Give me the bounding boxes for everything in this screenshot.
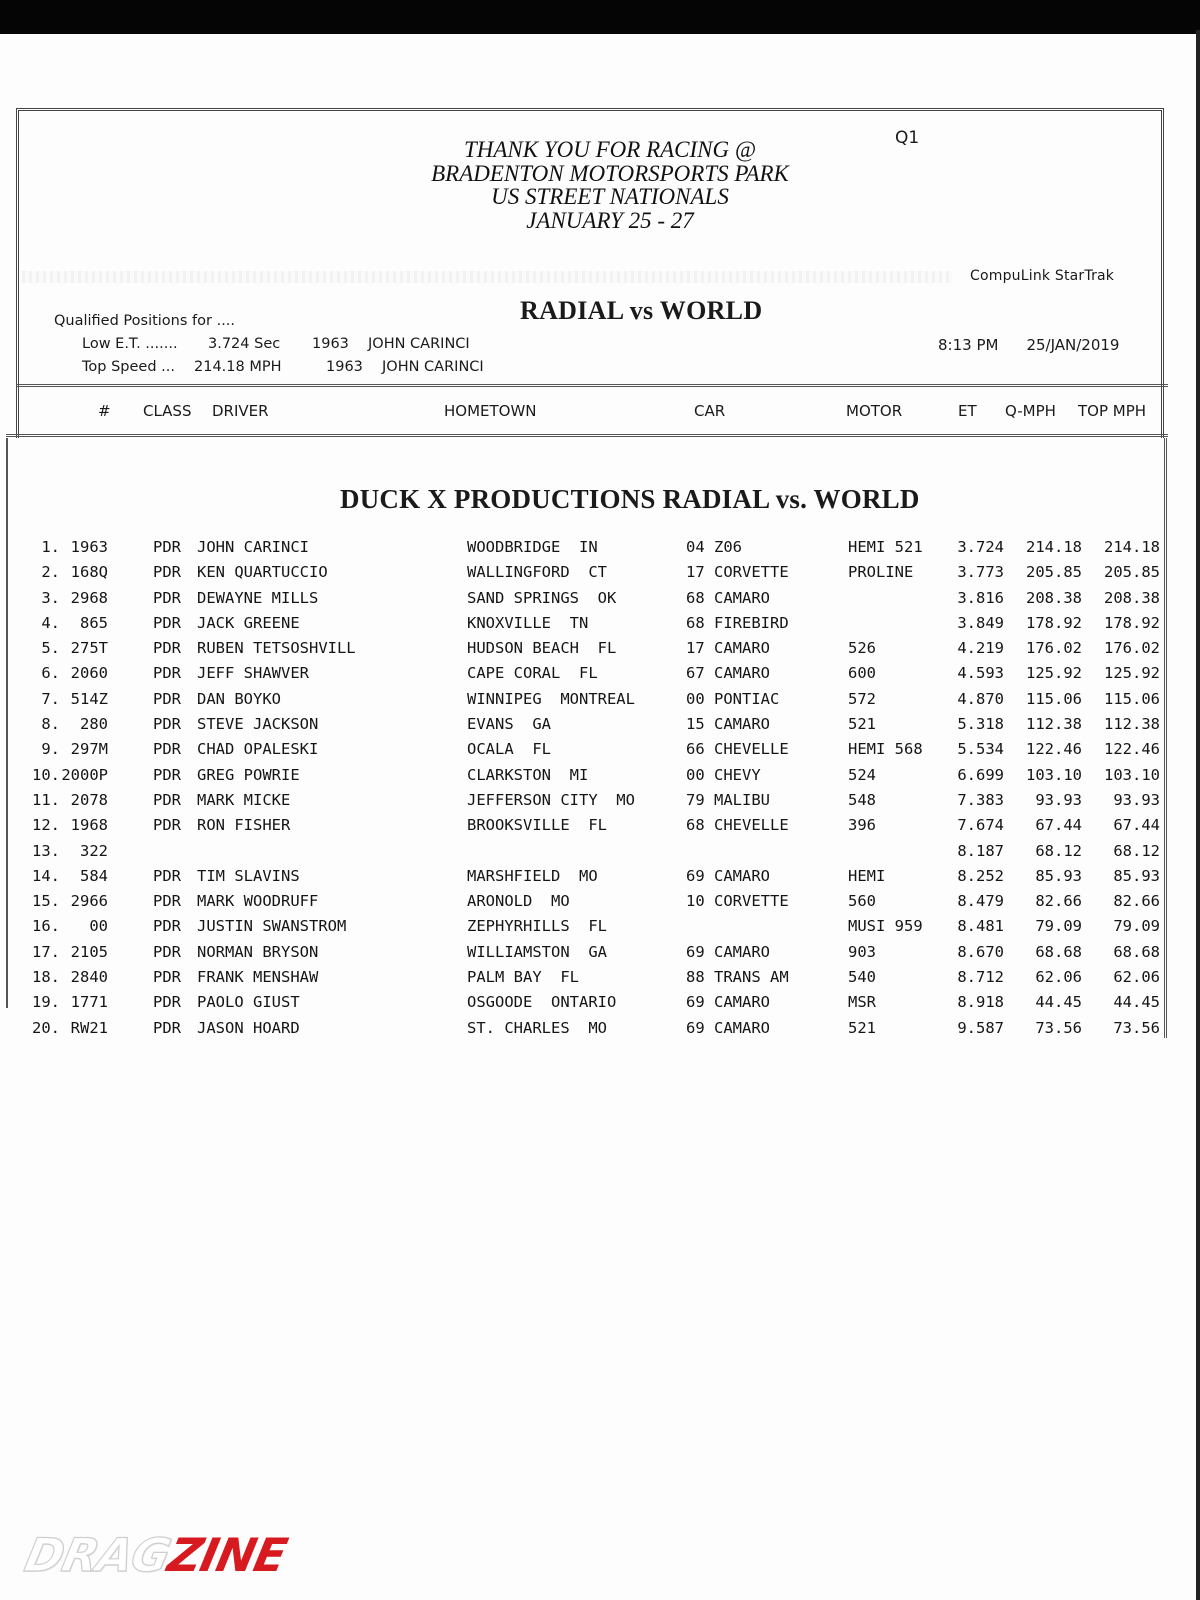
result-et: 3.724 — [957, 538, 1004, 556]
table-row — [0, 538, 1200, 563]
result-car: 00 PONTIAC — [686, 689, 780, 708]
result-hometown: WOODBRIDGE IN — [467, 538, 598, 556]
result-hometown: ST. CHARLES MO — [467, 1018, 607, 1037]
result-position: 13. — [32, 841, 60, 860]
vendor-label: CompuLink StarTrak — [970, 268, 1115, 284]
result-class: PDR — [153, 993, 181, 1012]
result-et: 6.699 — [957, 765, 1004, 784]
table-row — [0, 917, 1200, 942]
table-row — [0, 766, 1200, 791]
result-car: 17 CAMARO — [686, 639, 770, 658]
result-position: 4. — [41, 613, 60, 632]
result-car: 00 CHEVY — [686, 765, 761, 784]
result-class: PDR — [153, 816, 181, 835]
result-position: 5. — [41, 639, 60, 658]
table-row — [0, 892, 1200, 917]
result-hometown: CAPE CORAL FL — [467, 664, 598, 683]
result-car: 68 CAMARO — [686, 588, 770, 607]
result-car-number: 584 — [80, 866, 108, 885]
table-row — [0, 993, 1200, 1018]
result-car-number: 2060 — [70, 664, 108, 683]
result-car-number: 168Q — [70, 563, 108, 582]
column-header-topmph: TOP MPH — [1078, 402, 1147, 420]
print-date: 25/JAN/2019 — [1026, 336, 1120, 354]
result-qmph: 85.93 — [1035, 866, 1082, 885]
result-hometown: BROOKSVILLE FL — [467, 816, 607, 835]
result-motor: HEMI 568 — [848, 740, 923, 759]
result-driver: JASON HOARD — [197, 1018, 300, 1037]
result-car-number: 322 — [80, 841, 108, 860]
result-et: 4.219 — [957, 639, 1004, 658]
result-et: 8.918 — [957, 993, 1004, 1012]
section-title: DUCK X PRODUCTIONS RADIAL vs. WORLD — [340, 484, 920, 514]
result-car-number: 514Z — [70, 689, 108, 708]
result-car-number: 00 — [89, 917, 108, 936]
result-driver: JEFF SHAWVER — [197, 664, 309, 683]
class-title: RADIAL vs WORLD — [520, 296, 763, 325]
result-motor: PROLINE — [848, 563, 914, 582]
result-top-mph: 73.56 — [1113, 1018, 1160, 1037]
result-driver: JACK GREENE — [197, 613, 300, 632]
result-class: PDR — [153, 563, 181, 582]
result-hometown: JEFFERSON CITY MO — [467, 790, 635, 809]
result-car-number: 1963 — [70, 538, 108, 556]
result-position: 16. — [32, 917, 60, 936]
result-top-mph: 62.06 — [1113, 968, 1160, 987]
result-hometown: WALLINGFORD CT — [467, 563, 607, 582]
result-et: 7.383 — [957, 790, 1004, 809]
result-driver: DEWAYNE MILLS — [197, 588, 319, 607]
result-car-number: 2840 — [70, 968, 108, 987]
result-car-number: RW21 — [70, 1018, 108, 1037]
result-et: 3.849 — [957, 613, 1004, 632]
result-motor: 903 — [848, 942, 876, 961]
result-et: 8.479 — [957, 892, 1004, 911]
result-car: 67 CAMARO — [686, 664, 770, 683]
column-header-et: ET — [958, 402, 977, 420]
result-top-mph: 85.93 — [1113, 866, 1160, 885]
result-et: 4.870 — [957, 689, 1004, 708]
result-position: 8. — [41, 715, 60, 734]
result-car-number: 1771 — [70, 993, 108, 1012]
result-car: 66 CHEVELLE — [686, 740, 789, 759]
event-header-line: BRADENTON MOTORSPORTS PARK — [431, 160, 789, 186]
result-et: 5.318 — [957, 715, 1004, 734]
result-position: 7. — [41, 689, 60, 708]
result-top-mph: 122.46 — [1104, 740, 1160, 759]
result-position: 11. — [32, 790, 60, 809]
result-class: PDR — [153, 639, 181, 658]
result-class: PDR — [153, 588, 181, 607]
result-class: PDR — [153, 613, 181, 632]
result-motor: 526 — [848, 639, 876, 658]
table-row — [0, 943, 1200, 968]
table-row — [0, 639, 1200, 664]
result-class: PDR — [153, 1018, 181, 1037]
result-car-number: 297M — [70, 740, 108, 759]
result-top-mph: 82.66 — [1113, 892, 1160, 911]
event-header-line: THANK YOU FOR RACING @ — [463, 137, 757, 162]
table-row — [0, 690, 1200, 715]
result-driver: TIM SLAVINS — [197, 866, 300, 885]
top-speed-row — [82, 356, 484, 379]
result-qmph: 178.92 — [1026, 613, 1082, 632]
result-car: 17 CORVETTE — [686, 563, 789, 582]
table-row — [0, 563, 1200, 588]
session-label: Q1 — [895, 128, 920, 148]
event-header-line: JANUARY 25 - 27 — [526, 207, 694, 233]
column-headers — [0, 402, 1200, 424]
result-position: 12. — [32, 816, 60, 835]
result-qmph: 44.45 — [1035, 993, 1082, 1012]
table-row — [0, 715, 1200, 740]
table-row — [0, 1019, 1200, 1044]
result-qmph: 68.68 — [1035, 942, 1082, 961]
result-top-mph: 103.10 — [1104, 765, 1160, 784]
result-et: 8.187 — [957, 841, 1004, 860]
result-et: 8.712 — [957, 968, 1004, 987]
result-top-mph: 68.12 — [1113, 841, 1160, 860]
result-et: 9.587 — [957, 1018, 1004, 1037]
result-et: 8.670 — [957, 942, 1004, 961]
result-position: 19. — [32, 993, 60, 1012]
result-motor: 540 — [848, 968, 876, 987]
result-hometown: CLARKSTON MI — [467, 765, 589, 784]
print-timestamp — [938, 336, 1119, 354]
result-class: PDR — [153, 664, 181, 683]
result-car-number: 1968 — [70, 816, 108, 835]
print-speckle — [22, 271, 952, 283]
dragzine-watermark — [20, 1528, 292, 1582]
result-top-mph: 208.38 — [1104, 588, 1160, 607]
result-qmph: 208.38 — [1026, 588, 1082, 607]
watermark-drag: DRAG — [20, 1528, 175, 1582]
result-et: 8.481 — [957, 917, 1004, 936]
table-row — [0, 867, 1200, 892]
result-driver: JUSTIN SWANSTROM — [197, 917, 347, 936]
result-hometown: WINNIPEG MONTREAL — [467, 689, 635, 708]
result-car-number: 2105 — [70, 942, 108, 961]
result-hometown: EVANS GA — [467, 715, 551, 734]
result-qmph: 62.06 — [1035, 968, 1082, 987]
result-qmph: 115.06 — [1026, 689, 1082, 708]
result-motor: HEMI 521 — [848, 538, 923, 556]
scan-shadow-curve — [0, 14, 1200, 54]
result-class: PDR — [153, 689, 181, 708]
result-car: 69 CAMARO — [686, 1018, 770, 1037]
result-qmph: 205.85 — [1026, 563, 1082, 582]
result-car: 79 MALIBU — [686, 790, 770, 809]
result-top-mph: 214.18 — [1104, 538, 1160, 556]
result-position: 3. — [41, 588, 60, 607]
result-car-number: 275T — [70, 639, 108, 658]
result-hometown: SAND SPRINGS OK — [467, 588, 617, 607]
qualified-summary — [54, 310, 484, 379]
top-speed-value: 214.18 MPH — [194, 359, 282, 375]
divider-bottom — [6, 434, 1168, 437]
result-class: PDR — [153, 866, 181, 885]
result-hometown: WILLIAMSTON GA — [467, 942, 607, 961]
result-car-number: 2966 — [70, 892, 108, 911]
result-position: 1. — [41, 538, 60, 556]
result-qmph: 103.10 — [1026, 765, 1082, 784]
result-top-mph: 44.45 — [1113, 993, 1160, 1012]
result-hometown: ZEPHYRHILLS FL — [467, 917, 607, 936]
result-car-number: 2078 — [70, 790, 108, 809]
result-qmph: 93.93 — [1035, 790, 1082, 809]
low-et-driver: JOHN CARINCI — [368, 336, 470, 352]
result-car: 10 CORVETTE — [686, 892, 789, 911]
result-class: PDR — [153, 790, 181, 809]
result-driver: NORMAN BRYSON — [197, 942, 319, 961]
result-position: 6. — [41, 664, 60, 683]
result-qmph: 176.02 — [1026, 639, 1082, 658]
result-car-number: 865 — [80, 613, 108, 632]
result-top-mph: 178.92 — [1104, 613, 1160, 632]
result-car: 15 CAMARO — [686, 715, 770, 734]
column-header-motor: MOTOR — [846, 402, 903, 420]
result-top-mph: 79.09 — [1113, 917, 1160, 936]
result-motor: 396 — [848, 816, 876, 835]
result-position: 10. — [32, 765, 60, 784]
column-header-qmph: Q-MPH — [1005, 402, 1056, 420]
result-motor: HEMI — [848, 866, 886, 885]
result-driver: MARK MICKE — [197, 790, 291, 809]
result-top-mph: 68.68 — [1113, 942, 1160, 961]
top-speed-number: 1963 — [326, 359, 363, 375]
table-row — [0, 740, 1200, 765]
result-top-mph: 112.38 — [1104, 715, 1160, 734]
result-motor: 560 — [848, 892, 876, 911]
result-qmph: 112.38 — [1026, 715, 1082, 734]
table-row — [0, 589, 1200, 614]
result-hometown: OCALA FL — [467, 740, 551, 759]
watermark-zine: ZINE — [163, 1528, 292, 1582]
table-row — [0, 664, 1200, 689]
result-motor: 600 — [848, 664, 876, 683]
result-car: 69 CAMARO — [686, 866, 770, 885]
result-qmph: 214.18 — [1026, 538, 1082, 556]
result-car: 68 CHEVELLE — [686, 816, 789, 835]
result-driver: FRANK MENSHAW — [197, 968, 319, 987]
result-qmph: 73.56 — [1035, 1018, 1082, 1037]
result-driver: PAOLO GIUST — [197, 993, 300, 1012]
result-et: 4.593 — [957, 664, 1004, 683]
result-motor: 548 — [848, 790, 876, 809]
result-driver: STEVE JACKSON — [197, 715, 319, 734]
result-motor: MSR — [848, 993, 876, 1012]
table-row — [0, 791, 1200, 816]
low-et-value: 3.724 Sec — [208, 336, 281, 352]
result-et: 3.773 — [957, 563, 1004, 582]
event-header-line: US STREET NATIONALS — [491, 184, 729, 209]
result-class: PDR — [153, 892, 181, 911]
result-car-number: 2000P — [61, 765, 108, 784]
result-class: PDR — [153, 917, 181, 936]
result-qmph: 67.44 — [1035, 816, 1082, 835]
result-class: PDR — [153, 538, 181, 556]
result-position: 18. — [32, 968, 60, 987]
table-row — [0, 816, 1200, 841]
result-motor: 521 — [848, 1018, 876, 1037]
result-driver: JOHN CARINCI — [197, 538, 309, 556]
result-hometown: KNOXVILLE TN — [467, 613, 589, 632]
top-speed-driver: JOHN CARINCI — [382, 359, 484, 375]
result-class: PDR — [153, 942, 181, 961]
result-class: PDR — [153, 715, 181, 734]
result-car: 69 CAMARO — [686, 942, 770, 961]
result-qmph: 68.12 — [1035, 841, 1082, 860]
result-top-mph: 205.85 — [1104, 563, 1160, 582]
result-top-mph: 67.44 — [1113, 816, 1160, 835]
result-position: 17. — [32, 942, 60, 961]
result-hometown: PALM BAY FL — [467, 968, 579, 987]
result-driver: MARK WOODRUFF — [197, 892, 319, 911]
column-header-number: # — [98, 402, 111, 420]
result-car-number: 2968 — [70, 588, 108, 607]
column-header-hometown: HOMETOWN — [444, 402, 537, 420]
result-top-mph: 115.06 — [1104, 689, 1160, 708]
column-header-class: CLASS — [143, 402, 192, 420]
top-speed-label: Top Speed ... — [82, 359, 175, 375]
result-driver: RUBEN TETSOSHVILL — [197, 639, 356, 658]
result-driver: GREG POWRIE — [197, 765, 300, 784]
result-motor: 521 — [848, 715, 876, 734]
result-position: 9. — [41, 740, 60, 759]
result-driver: RON FISHER — [197, 816, 291, 835]
table-row — [0, 842, 1200, 867]
column-header-car: CAR — [694, 402, 726, 420]
result-driver: DAN BOYKO — [197, 689, 281, 708]
result-car: 04 Z06 — [686, 538, 742, 556]
result-driver: KEN QUARTUCCIO — [197, 563, 328, 582]
result-et: 5.534 — [957, 740, 1004, 759]
print-time: 8:13 PM — [938, 336, 999, 354]
result-car: 69 CAMARO — [686, 993, 770, 1012]
result-qmph: 82.66 — [1035, 892, 1082, 911]
table-row — [0, 968, 1200, 993]
result-et: 7.674 — [957, 816, 1004, 835]
result-motor: MUSI 959 — [848, 917, 923, 936]
qualified-heading: Qualified Positions for .... — [54, 313, 236, 329]
result-position: 2. — [41, 563, 60, 582]
result-position: 14. — [32, 866, 60, 885]
result-class: PDR — [153, 968, 181, 987]
low-et-number: 1963 — [312, 336, 349, 352]
result-car-number: 280 — [80, 715, 108, 734]
result-top-mph: 176.02 — [1104, 639, 1160, 658]
result-hometown: OSGOODE ONTARIO — [467, 993, 617, 1012]
table-row — [0, 614, 1200, 639]
result-position: 15. — [32, 892, 60, 911]
low-et-label: Low E.T. ....... — [82, 336, 178, 352]
result-car: 88 TRANS AM — [686, 968, 789, 987]
result-qmph: 79.09 — [1035, 917, 1082, 936]
results-table — [0, 538, 1200, 1044]
result-hometown: MARSHFIELD MO — [467, 866, 598, 885]
result-top-mph: 93.93 — [1113, 790, 1160, 809]
result-motor: 572 — [848, 689, 876, 708]
result-top-mph: 125.92 — [1104, 664, 1160, 683]
result-class: PDR — [153, 740, 181, 759]
result-driver: CHAD OPALESKI — [197, 740, 319, 759]
result-et: 8.252 — [957, 866, 1004, 885]
result-et: 3.816 — [957, 588, 1004, 607]
result-hometown: ARONOLD MO — [467, 892, 570, 911]
result-class: PDR — [153, 765, 181, 784]
column-header-driver: DRIVER — [212, 402, 269, 420]
result-hometown: HUDSON BEACH FL — [467, 639, 617, 658]
result-motor: 524 — [848, 765, 876, 784]
divider-top — [16, 384, 1168, 387]
event-header — [300, 138, 920, 232]
result-car: 68 FIREBIRD — [686, 613, 789, 632]
result-qmph: 122.46 — [1026, 740, 1082, 759]
result-qmph: 125.92 — [1026, 664, 1082, 683]
result-position: 20. — [32, 1018, 60, 1037]
low-et-row — [82, 333, 484, 356]
